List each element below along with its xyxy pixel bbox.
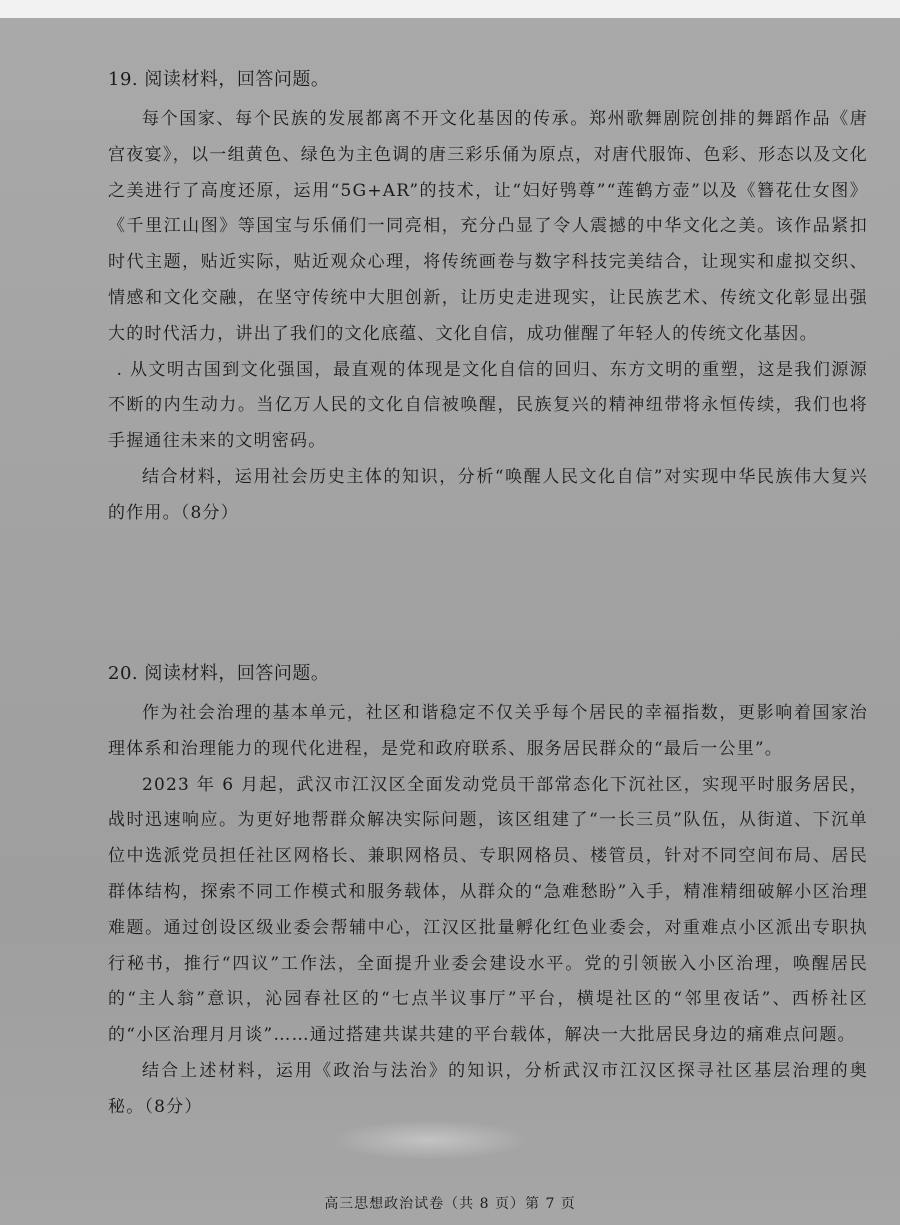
page-footer: 高三思想政治试卷（共 8 页）第 7 页 [324,1196,576,1212]
question-20-material-paragraph-1: 作为社会治理的基本单元，社区和谐稳定不仅关乎每个居民的幸福指数，更影响着国家治理体系和治理能力的现代化进程，是党和政府联系、服务居民群众的“最后一公里”。 [108,703,868,759]
question-20-material-paragraph-2: 2023 年 6 月起，武汉市江汉区全面发动党员干部常态化下沉社区，实现平时服务居民，战时迅速响应。为更好地帮群众解决实际问题，该区组建了“一长三员”队伍，从街道、下沉单位中选派党员担任社区网格长、兼职网格员、专职网格员、楼管员，针对不同空间布局、居民群体结构，探索不同工作模式和服务载体，从群众的“急难愁盼”入手，精准精细破解小区治理难题。通过创设区级业委会帮辅中心，江汉区批量孵化红色业委会，对重难点小区派出专职执行秘书，推行“四议”工作法，全面提升业委会建设水平。党的引领嵌入小区治理，唤醒居民的“主人翁”意识，沁园春社区的“七点半议事厅”平台，横堤社区的“邻里夜话”、西桥社区的“小区治理月月谈”……通过搭建共谋共建的平台载体，解决一大批居民身边的痛难点问题。 [108,774,868,1046]
question-19-title: 19. 阅读材料，回答问题。 [108,69,330,90]
question-20-title: 20. 阅读材料，回答问题。 [108,663,330,684]
question-20-prompt: 结合上述材料，运用《政治与法治》的知识，分析武汉市江汉区探寻社区基层治理的奥秘。（8分） [108,1060,868,1117]
question-19-material-paragraph-2: . 从文明古国到文化强国，最直观的体现是文化自信的回归、东方文明的重塑，这是我们源源不断的内生动力。当亿万人民的文化自信被唤醒，民族复兴的精神纽带将永恒传续，我们也将手握通往未来的文明密码。 [108,359,868,452]
scan-top-edge [0,0,900,18]
question-19-prompt: 结合材料，运用社会历史主体的知识，分析“唤醒人民文化自信”对实现中华民族伟大复兴的作用。（8分） [108,466,868,523]
scan-smudge [330,1120,530,1160]
question-19 [108,68,868,532]
question-20 [108,662,868,1126]
question-19-material-paragraph-1: 每个国家、每个民族的发展都离不开文化基因的传承。郑州歌舞剧院创排的舞蹈作品《唐宫夜宴》，以一组黄色、绿色为主色调的唐三彩乐俑为原点，对唐代服饰、色彩、形态以及文化之美进行了高度还原，运用“5G+AR”的技术，让“妇好鸮尊”“莲鹤方壶”以及《簪花仕女图》《千里江山图》等国宝与乐俑们一同亮相，充分凸显了令人震撼的中华文化之美。该作品紧扣时代主题，贴近实际，贴近观众心理，将传统画卷与数字科技完美结合，让现实和虚拟交织、情感和文化交融，在坚守传统中大胆创新，让历史走进现实，让民族艺术、传统文化彰显出强大的时代活力，讲出了我们的文化底蕴、文化自信，成功催醒了年轻人的传统文化基因。 [108,109,868,344]
